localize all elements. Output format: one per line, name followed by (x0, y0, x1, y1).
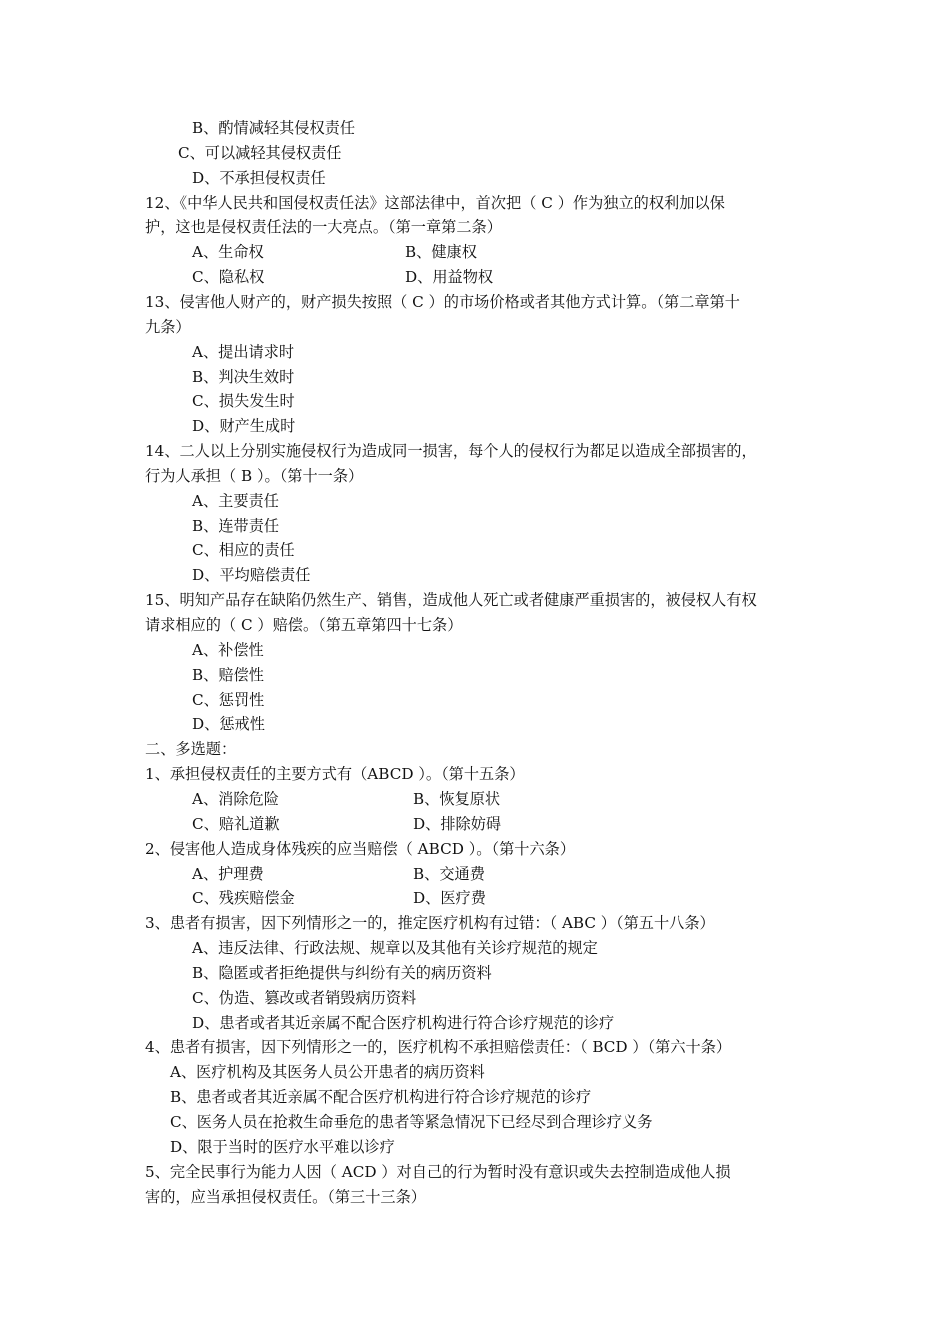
text-line (192, 688, 862, 713)
line-text: A、主要责任 (192, 491, 279, 510)
line-text: A、消除危险 (192, 789, 279, 808)
line-text: D、限于当时的医疗水平难以诊疗 (170, 1137, 395, 1156)
line-text: A、医疗机构及其医务人员公开患者的病历资料 (170, 1063, 485, 1082)
text-line (192, 961, 862, 986)
text-line (192, 563, 862, 588)
text-line (192, 414, 862, 439)
text-line (192, 538, 862, 563)
text-line (192, 514, 862, 539)
text-line (192, 489, 862, 514)
text-line (192, 787, 862, 812)
line-text-second-column: D、排除妨碍 (413, 814, 502, 833)
line-text: A、违反法律、行政法规、规章以及其他有关诊疗规范的规定 (192, 939, 598, 958)
text-line (145, 315, 815, 340)
line-text: 4、患者有损害，因下列情形之一的，医疗机构不承担赔偿责任：（ BCD ）（第六十条） (145, 1038, 732, 1057)
line-text: 害的，应当承担侵权责任。（第三十三条） (145, 1187, 426, 1206)
text-line (192, 166, 862, 191)
line-text: C、赔礼道歉 (192, 814, 280, 833)
text-line (192, 240, 862, 265)
line-text-second-column: B、恢复原状 (413, 789, 501, 808)
text-line (192, 663, 862, 688)
text-line (192, 389, 862, 414)
line-text: 九条） (145, 317, 191, 336)
text-line (192, 365, 862, 390)
text-line (145, 215, 815, 240)
text-line (145, 1185, 815, 1210)
text-line (170, 1135, 840, 1160)
line-text: D、惩戒性 (192, 715, 265, 734)
line-text: 二、多选题： (145, 740, 237, 759)
line-text: D、不承担侵权责任 (192, 168, 326, 187)
text-line (145, 290, 815, 315)
line-text: D、平均赔偿责任 (192, 566, 311, 585)
line-text: 14、二人以上分别实施侵权行为造成同一损害，每个人的侵权行为都足以造成全部损害的， (145, 442, 757, 461)
text-line (145, 464, 815, 489)
text-line (145, 191, 815, 216)
line-text-second-column: D、医疗费 (413, 889, 486, 908)
line-text: B、连带责任 (192, 516, 280, 535)
text-line (192, 936, 862, 961)
line-text: C、可以减轻其侵权责任 (178, 143, 342, 162)
text-line (145, 588, 815, 613)
line-text: B、判决生效时 (192, 367, 295, 386)
line-text: 12、《中华人民共和国侵权责任法》这部法律中，首次把（ C ）作为独立的权利加以保 (145, 193, 725, 212)
line-text: A、提出请求时 (192, 342, 295, 361)
line-text: 13、侵害他人财产的，财产损失按照（ C ）的市场价格或者其他方式计算。（第二章第十 (145, 292, 740, 311)
text-line (145, 837, 815, 862)
line-text: C、医务人员在抢救生命垂危的患者等紧急情况下已经尽到合理诊疗义务 (170, 1113, 653, 1131)
line-text: D、患者或者其近亲属不配合医疗机构进行符合诊疗规范的诊疗 (192, 1013, 615, 1032)
line-text: 15、明知产品存在缺陷仍然生产、销售，造成他人死亡或者健康严重损害的，被侵权人有权 (145, 591, 757, 610)
text-line (170, 1060, 840, 1085)
text-line (192, 340, 862, 365)
text-line (192, 116, 862, 141)
line-text: 护，这也是侵权责任法的一大亮点。（第一章第二条） (145, 218, 502, 237)
text-line (192, 265, 862, 290)
line-text: D、财产生成时 (192, 417, 296, 436)
text-line (145, 911, 815, 936)
line-text-second-column: B、交通费 (413, 864, 485, 883)
line-text: C、伪造、篡改或者销毁病历资料 (192, 988, 417, 1007)
text-line (170, 1085, 840, 1110)
line-text: A、护理费 (192, 864, 264, 883)
line-text: 2、侵害他人造成身体残疾的应当赔偿（ ABCD ）。（第十六条） (145, 839, 576, 858)
text-line (145, 1035, 815, 1060)
line-text: A、生命权 (192, 243, 264, 262)
text-line (145, 737, 815, 762)
text-line (145, 439, 815, 464)
text-line (192, 886, 862, 911)
line-text: C、损失发生时 (192, 392, 295, 411)
text-line (178, 141, 848, 166)
line-text: 5、完全民事行为能力人因（ ACD ）对自己的行为暂时没有意识或失去控制造成他人损 (145, 1162, 731, 1181)
line-text: B、患者或者其近亲属不配合医疗机构进行符合诊疗规范的诊疗 (170, 1088, 592, 1107)
text-line (170, 1110, 840, 1135)
text-line (145, 613, 815, 638)
line-text: C、相应的责任 (192, 541, 295, 560)
text-line (192, 712, 862, 737)
line-text: B、酌情减轻其侵权责任 (192, 119, 356, 137)
line-text: 行为人承担（ B ）。（第十一条） (145, 466, 364, 485)
line-text: C、隐私权 (192, 268, 265, 287)
line-text: A、补偿性 (192, 640, 264, 659)
text-line (192, 862, 862, 887)
text-line (145, 762, 815, 787)
line-text: 请求相应的（ C ）赔偿。（第五章第四十七条） (145, 616, 463, 634)
line-text: B、隐匿或者拒绝提供与纠纷有关的病历资料 (192, 963, 492, 982)
line-text: C、残疾赔偿金 (192, 889, 295, 908)
line-text: 3、患者有损害，因下列情形之一的，推定医疗机构有过错：（ ABC ）（第五十八条） (145, 914, 715, 933)
text-line (192, 1011, 862, 1036)
text-line (192, 638, 862, 663)
line-text: B、赔偿性 (192, 665, 264, 684)
line-text-second-column: D、用益物权 (405, 268, 494, 287)
text-line (145, 1160, 815, 1185)
text-line (192, 986, 862, 1011)
line-text: 1、承担侵权责任的主要方式有（ABCD ）。（第十五条） (145, 765, 525, 784)
text-line (192, 812, 862, 837)
line-text: C、惩罚性 (192, 690, 265, 709)
line-text-second-column: B、健康权 (405, 243, 477, 262)
